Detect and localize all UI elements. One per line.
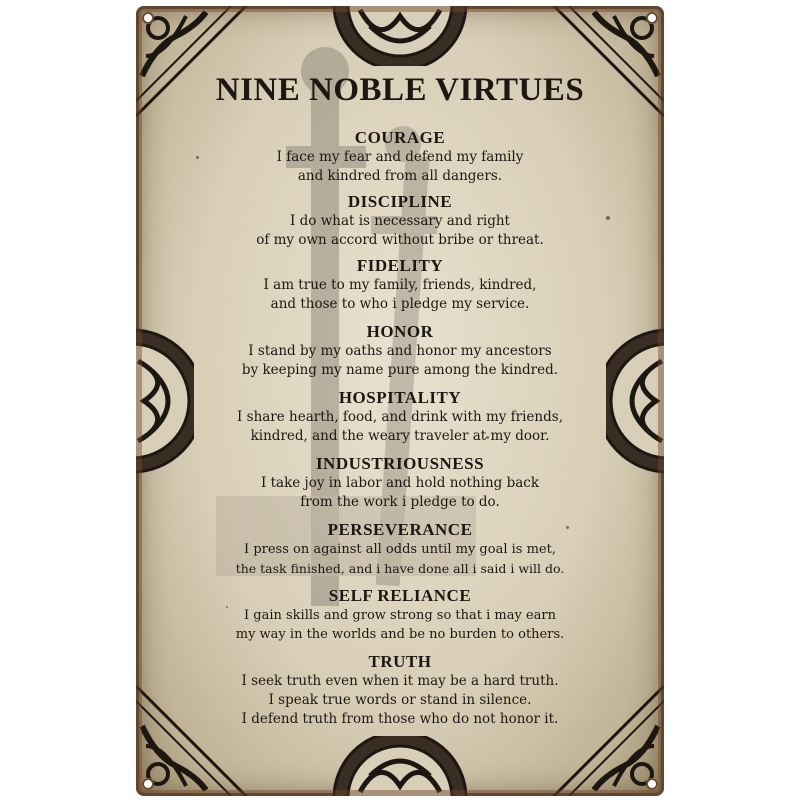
virtue-line: I am true to my family, friends, kindred, (263, 277, 537, 293)
virtue-line: I stand by my oaths and honor my ancestors (248, 343, 552, 359)
mounting-hole (646, 12, 658, 24)
virtue-line: I do what is necessary and right (290, 213, 510, 229)
virtue-line: I press on against all odds until my goal is met, (244, 542, 556, 557)
virtue-perseverance (136, 520, 664, 578)
virtue-discipline (136, 192, 664, 250)
virtue-honor (136, 322, 664, 380)
mounting-hole (142, 778, 154, 790)
virtue-fidelity (136, 256, 664, 314)
virtue-name: COURAGE (354, 128, 446, 147)
virtue-line: I face my fear and defend my family (276, 149, 524, 165)
virtue-line: I take joy in labor and hold nothing back (260, 475, 540, 491)
virtue-line: the task finished, and i have done all i said i will do. (235, 561, 565, 576)
virtue-name: FIDELITY (356, 256, 444, 275)
sign-text (136, 6, 664, 796)
mounting-hole (646, 778, 658, 790)
virtue-truth (136, 652, 664, 729)
virtue-line: of my own accord without bribe or threat. (256, 232, 544, 248)
virtue-self-reliance (136, 586, 664, 644)
virtue-line: I defend truth from those who do not honor it. (241, 711, 559, 727)
virtue-hospitality (136, 388, 664, 446)
virtue-line: I seek truth even when it may be a hard truth. (241, 673, 559, 689)
virtue-industriousness (136, 454, 664, 512)
virtue-line: and kindred from all dangers. (297, 168, 503, 184)
virtue-line: and those to who i pledge my service. (270, 296, 530, 312)
virtue-line: my way in the worlds and be no burden to others. (235, 627, 565, 642)
virtue-name: HOSPITALITY (338, 388, 462, 407)
virtue-line: I share hearth, food, and drink with my friends, (237, 409, 563, 425)
virtue-name: INDUSTRIOUSNESS (315, 454, 485, 473)
virtue-courage (136, 128, 664, 186)
virtue-line: kindred, and the weary traveler at my door. (250, 428, 550, 444)
sign-title: NINE NOBLE VIRTUES (215, 72, 585, 108)
mounting-hole (142, 12, 154, 24)
virtue-name: TRUTH (368, 652, 432, 671)
virtue-line: by keeping my name pure among the kindred. (241, 362, 559, 378)
virtue-name: SELF RELIANCE (328, 586, 472, 605)
virtue-name: HONOR (366, 322, 434, 341)
virtue-line: from the work i pledge to do. (300, 494, 500, 510)
metal-sign (136, 6, 664, 796)
virtue-line: I speak true words or stand in silence. (268, 692, 532, 708)
virtue-name: DISCIPLINE (347, 192, 453, 211)
virtue-line: I gain skills and grow strong so that i may earn (244, 608, 556, 623)
virtue-name: PERSEVERANCE (327, 520, 473, 539)
